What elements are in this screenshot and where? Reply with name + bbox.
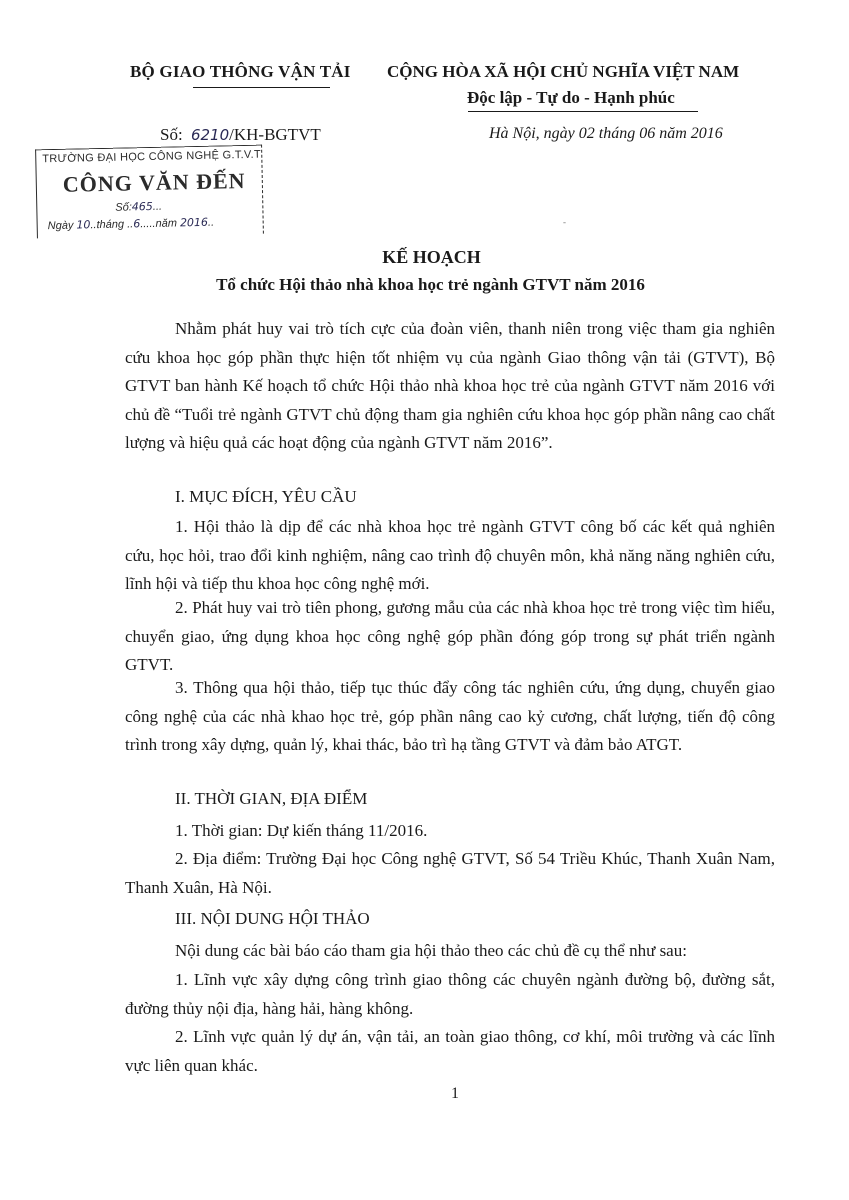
stamp-number-value: 465 — [131, 199, 153, 214]
section-3 — [125, 905, 775, 934]
stamp-school-name: TRƯỜNG ĐẠI HỌC CÔNG NGHỆ G.T.V.T — [42, 148, 262, 166]
stamp-label: CÔNG VĂN ĐẾN — [62, 167, 246, 197]
stamp-date: Ngày 10..tháng ..6.....năm 2016.. — [47, 215, 215, 233]
section-3-intro: Nội dung các bài báo cáo tham gia hội thảo theo các chủ đề cụ thể như sau: — [175, 941, 687, 960]
stamp-date-year: 2016 — [179, 215, 209, 230]
national-motto: Độc lập - Tự do - Hạnh phúc — [467, 88, 675, 107]
intro-block — [125, 315, 775, 458]
section-1-item-1: 1. Hội thảo là dịp để các nhà khoa học trẻ ngành GTVT công bố các kết quả nghiên cứu, học hỏi, trao đổi kinh nghiệm, nâng cao trình độ chuyên môn, khả năng năng nghiên cứu, lĩnh hội và tiếp thu khoa học công nghệ mới. — [125, 517, 775, 593]
section-3-item-2: 2. Lĩnh vực quản lý dự án, vận tải, an toàn giao thông, cơ khí, môi trường và các lĩnh vực liên quan khác. — [125, 1027, 775, 1075]
section-2-heading: II. THỜI GIAN, ĐỊA ĐIỂM — [175, 789, 368, 808]
motto-underline — [468, 111, 698, 112]
place-date: Hà Nội, ngày 02 tháng 06 năm 2016 — [489, 125, 723, 142]
stamp-date-prefix: Ngày — [47, 219, 74, 233]
scan-mark: - — [563, 217, 566, 227]
section-1-item-1-block — [125, 513, 775, 599]
number-handwritten: 6210 — [190, 126, 230, 144]
section-3-intro-block — [125, 937, 775, 966]
section-3-heading: III. NỘI DUNG HỘI THẢO — [175, 909, 370, 928]
stamp-number-label: Số: — [115, 201, 132, 214]
section-2-item-1-block — [125, 817, 775, 846]
section-3-item-1-block — [125, 966, 775, 1023]
page-number: 1 — [451, 1085, 459, 1102]
section-1-item-3-block — [125, 674, 775, 760]
plan-title: KẾ HOẠCH — [382, 247, 481, 267]
section-1-item-3: 3. Thông qua hội thảo, tiếp tục thúc đẩy công tác nghiên cứu, ứng dụng, chuyển giao công nghệ của các nhà khao học trẻ, góp phần nâng cao kỷ cương, chất lượng, tiến độ công trình trong xây dựng, quản lý, khai thác, bảo trì hạ tầng GTVT và đảm bảo ATGT. — [125, 678, 775, 754]
section-1-heading: I. MỤC ĐÍCH, YÊU CẦU — [175, 487, 357, 506]
section-2 — [125, 785, 775, 814]
plan-subtitle: Tổ chức Hội thảo nhà khoa học trẻ ngành GTVT năm 2016 — [216, 275, 645, 294]
stamp-number: Số:465... — [115, 199, 163, 214]
document-number — [160, 125, 321, 145]
section-1 — [125, 483, 775, 512]
section-2-item-1: 1. Thời gian: Dự kiến tháng 11/2016. — [175, 821, 428, 840]
stamp-year-label: năm — [155, 217, 178, 230]
ministry-name: BỘ GIAO THÔNG VẬN TẢI — [130, 62, 351, 81]
section-2-item-2-block — [125, 845, 775, 902]
section-3-item-1: 1. Lĩnh vực xây dựng công trình giao thông các chuyên ngành đường bộ, đường sắt, đường thủy nội địa, hàng hải, hàng không. — [125, 970, 775, 1018]
section-1-item-2: 2. Phát huy vai trò tiên phong, gương mẫu của các nhà khoa học trẻ trong việc tìm hiểu, chuyển giao, ứng dụng khoa học công nghệ góp phần đóng góp trong sự phát triển ngành GTVT. — [125, 598, 775, 674]
stamp-date-day: 10 — [76, 218, 91, 232]
stamp-date-month: 6 — [133, 217, 141, 231]
number-prefix: Số: — [160, 125, 183, 144]
number-suffix: /KH-BGTVT — [229, 125, 321, 144]
incoming-document-stamp — [35, 145, 264, 239]
intro-paragraph: Nhằm phát huy vai trò tích cực của đoàn viên, thanh niên trong việc tham gia nghiên cứu khoa học góp phần thực hiện tốt nhiệm vụ của ngành Giao thông vận tải (GTVT), Bộ GTVT ban hành Kế hoạch tổ chức Hội thảo nhà khoa học trẻ của ngành GTVT năm 2016 với chủ đề “Tuổi trẻ ngành GTVT chủ động tham gia nghiên cứu khoa học góp phần nâng cao chất lượng và hiệu quả các hoạt động của ngành GTVT năm 2016”. — [125, 319, 775, 452]
ministry-underline — [193, 87, 330, 88]
section-3-item-2-block — [125, 1023, 775, 1080]
section-1-item-2-block — [125, 594, 775, 680]
republic-name: CỘNG HÒA XÃ HỘI CHỦ NGHĨA VIỆT NAM — [387, 62, 740, 81]
stamp-month-label: tháng — [96, 218, 125, 232]
section-2-item-2: 2. Địa điểm: Trường Đại học Công nghệ GTVT, Số 54 Triều Khúc, Thanh Xuân Nam, Thanh Xuân, Hà Nội. — [125, 849, 775, 897]
